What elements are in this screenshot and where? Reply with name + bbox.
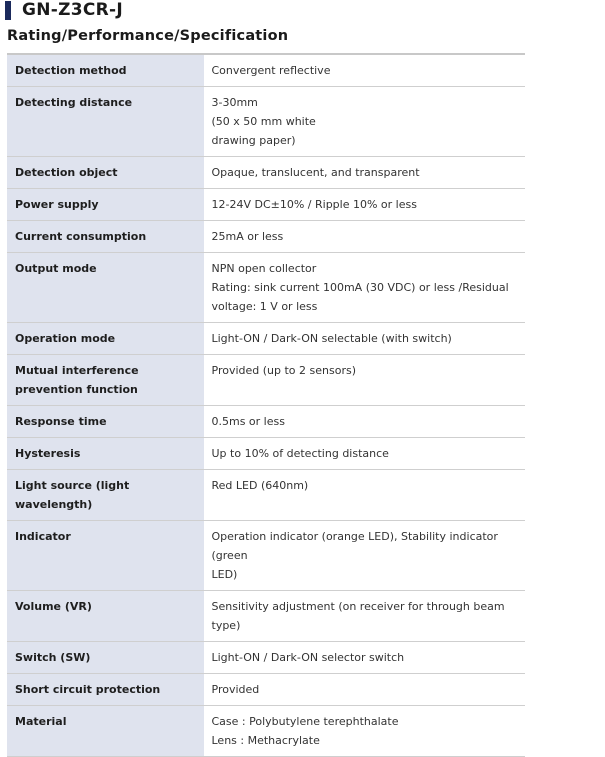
spec-row: [7, 674, 525, 706]
spec-value-line: 25mA or less: [211, 230, 284, 243]
spec-label: Hysteresis: [7, 438, 204, 470]
spec-value-line: Up to 10% of detecting distance: [211, 447, 389, 460]
spec-value: [204, 521, 525, 591]
spec-value: [204, 438, 525, 470]
spec-value: [204, 253, 525, 323]
spec-label: Material: [7, 706, 204, 757]
spec-value: [204, 591, 525, 642]
spec-row: [7, 323, 525, 355]
spec-value: [204, 323, 525, 355]
spec-label: Power supply: [7, 189, 204, 221]
spec-value: [204, 706, 525, 757]
spec-value: [204, 87, 525, 157]
spec-value-line: Operation indicator (orange LED), Stability indicator (green: [211, 530, 498, 562]
spec-value-line: Light-ON / Dark-ON selectable (with switch): [211, 332, 452, 345]
spec-value-line: Light-ON / Dark-ON selector switch: [211, 651, 405, 664]
spec-value: [204, 355, 525, 406]
spec-label: Mutual interference prevention function: [7, 355, 204, 406]
spec-value: [204, 406, 525, 438]
spec-value-line: NPN open collector: [211, 262, 317, 275]
spec-row: [7, 706, 525, 757]
spec-value: [204, 189, 525, 221]
spec-row: [7, 87, 525, 157]
section-heading: Rating/Performance/Specification: [7, 28, 289, 44]
spec-value: [204, 55, 525, 87]
spec-value: [204, 221, 525, 253]
product-title-bar: [5, 0, 123, 20]
spec-value-line: Provided (up to 2 sensors): [211, 364, 356, 377]
spec-value-line: Sensitivity adjustment (on receiver for through beam type): [211, 600, 505, 632]
spec-label: Output mode: [7, 253, 204, 323]
spec-value: [204, 157, 525, 189]
spec-row: [7, 521, 525, 591]
spec-value: [204, 674, 525, 706]
spec-table: [7, 55, 525, 757]
spec-label: Response time: [7, 406, 204, 438]
spec-value-line: Red LED (640nm): [211, 479, 309, 492]
spec-row: [7, 221, 525, 253]
spec-label: Operation mode: [7, 323, 204, 355]
spec-value-line: 0.5ms or less: [211, 415, 285, 428]
spec-label: Light source (light wavelength): [7, 470, 204, 521]
spec-table-body: [7, 55, 525, 757]
spec-value: [204, 642, 525, 674]
spec-row: [7, 591, 525, 642]
spec-value-line: Rating: sink current 100mA (30 VDC) or less /Residual: [211, 281, 509, 294]
title-accent-bar: [5, 1, 11, 20]
spec-row: [7, 355, 525, 406]
spec-row: [7, 406, 525, 438]
spec-value-line: (50 x 50 mm white: [211, 115, 316, 128]
spec-label: Switch (SW): [7, 642, 204, 674]
spec-label: Indicator: [7, 521, 204, 591]
spec-value-line: Case : Polybutylene terephthalate: [211, 715, 399, 728]
spec-value-line: Lens : Methacrylate: [211, 734, 320, 747]
spec-label: Detection method: [7, 55, 204, 87]
spec-row: [7, 157, 525, 189]
spec-label: Detecting distance: [7, 87, 204, 157]
spec-row: [7, 189, 525, 221]
spec-label: Volume (VR): [7, 591, 204, 642]
spec-label: Current consumption: [7, 221, 204, 253]
spec-row: [7, 253, 525, 323]
spec-row: [7, 55, 525, 87]
spec-value-line: LED): [211, 568, 238, 581]
spec-value-line: voltage: 1 V or less: [211, 300, 318, 313]
spec-value-line: Convergent reflective: [211, 64, 331, 77]
spec-row: [7, 642, 525, 674]
spec-label: Detection object: [7, 157, 204, 189]
spec-value-line: Opaque, translucent, and transparent: [211, 166, 420, 179]
spec-value-line: 12-24V DC±10% / Ripple 10% or less: [211, 198, 417, 211]
spec-value-line: Provided: [211, 683, 260, 696]
product-title: GN-Z3CR-J: [22, 0, 124, 20]
spec-value-line: 3-30mm: [211, 96, 258, 109]
spec-value-line: drawing paper): [211, 134, 296, 147]
spec-row: [7, 470, 525, 521]
spec-value: [204, 470, 525, 521]
spec-row: [7, 438, 525, 470]
spec-label: Short circuit protection: [7, 674, 204, 706]
